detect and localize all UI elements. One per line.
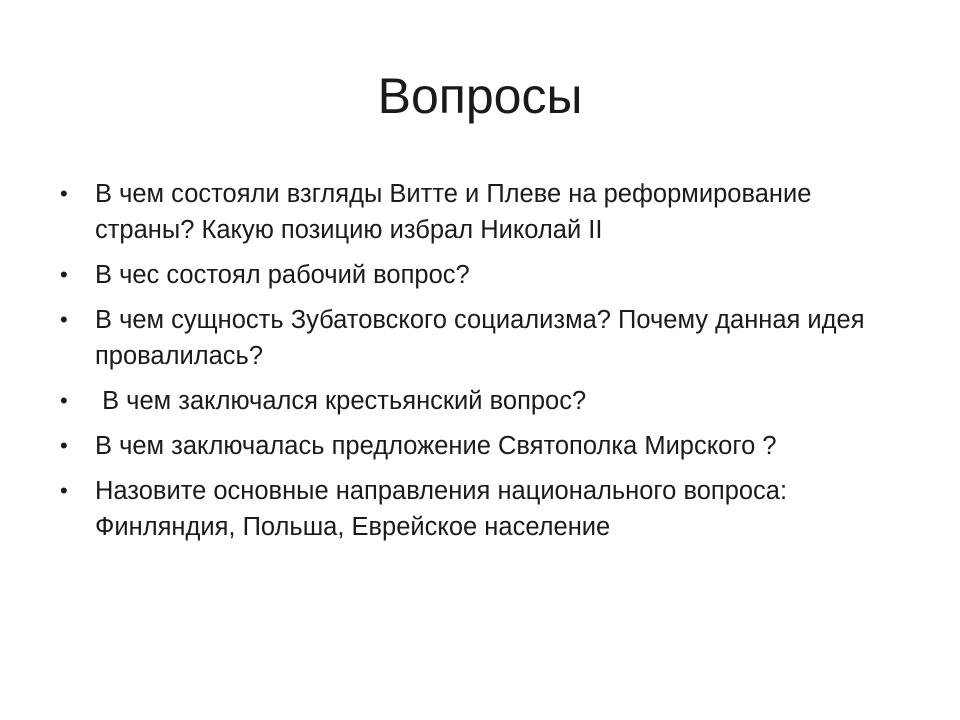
bullet-text: Назовите основные направления национального вопроса: Финляндия, Польша, Еврейское население bbox=[95, 477, 795, 541]
bullet-text: В чем сущность Зубатовского социализма? Почему данная идея провалилась? bbox=[95, 306, 872, 370]
bullet-text: В чем состояли взгляды Витте и Плеве на реформирование страны? Какую позицию избрал Николай II bbox=[95, 180, 819, 244]
bullet-icon: • bbox=[60, 181, 68, 206]
list-item bbox=[54, 257, 914, 293]
bullet-icon: • bbox=[60, 307, 68, 332]
bullet-text: В чем заключался крестьянский вопрос? bbox=[95, 387, 587, 415]
bullet-icon: • bbox=[60, 262, 68, 287]
bullet-text: В чем заключалась предложение Святополка Мирского ? bbox=[95, 432, 777, 460]
bullet-icon: • bbox=[60, 433, 68, 458]
bullet-icon: • bbox=[60, 478, 68, 503]
list-item bbox=[54, 428, 914, 464]
list-item bbox=[54, 176, 914, 248]
list-item bbox=[54, 383, 914, 419]
bullet-icon: • bbox=[60, 388, 68, 413]
list-item bbox=[54, 473, 914, 545]
bullet-list bbox=[54, 176, 914, 554]
slide-title: Вопросы bbox=[377, 68, 583, 124]
bullet-text: В чес состоял рабочий вопрос? bbox=[95, 261, 470, 289]
list-item bbox=[54, 302, 914, 374]
